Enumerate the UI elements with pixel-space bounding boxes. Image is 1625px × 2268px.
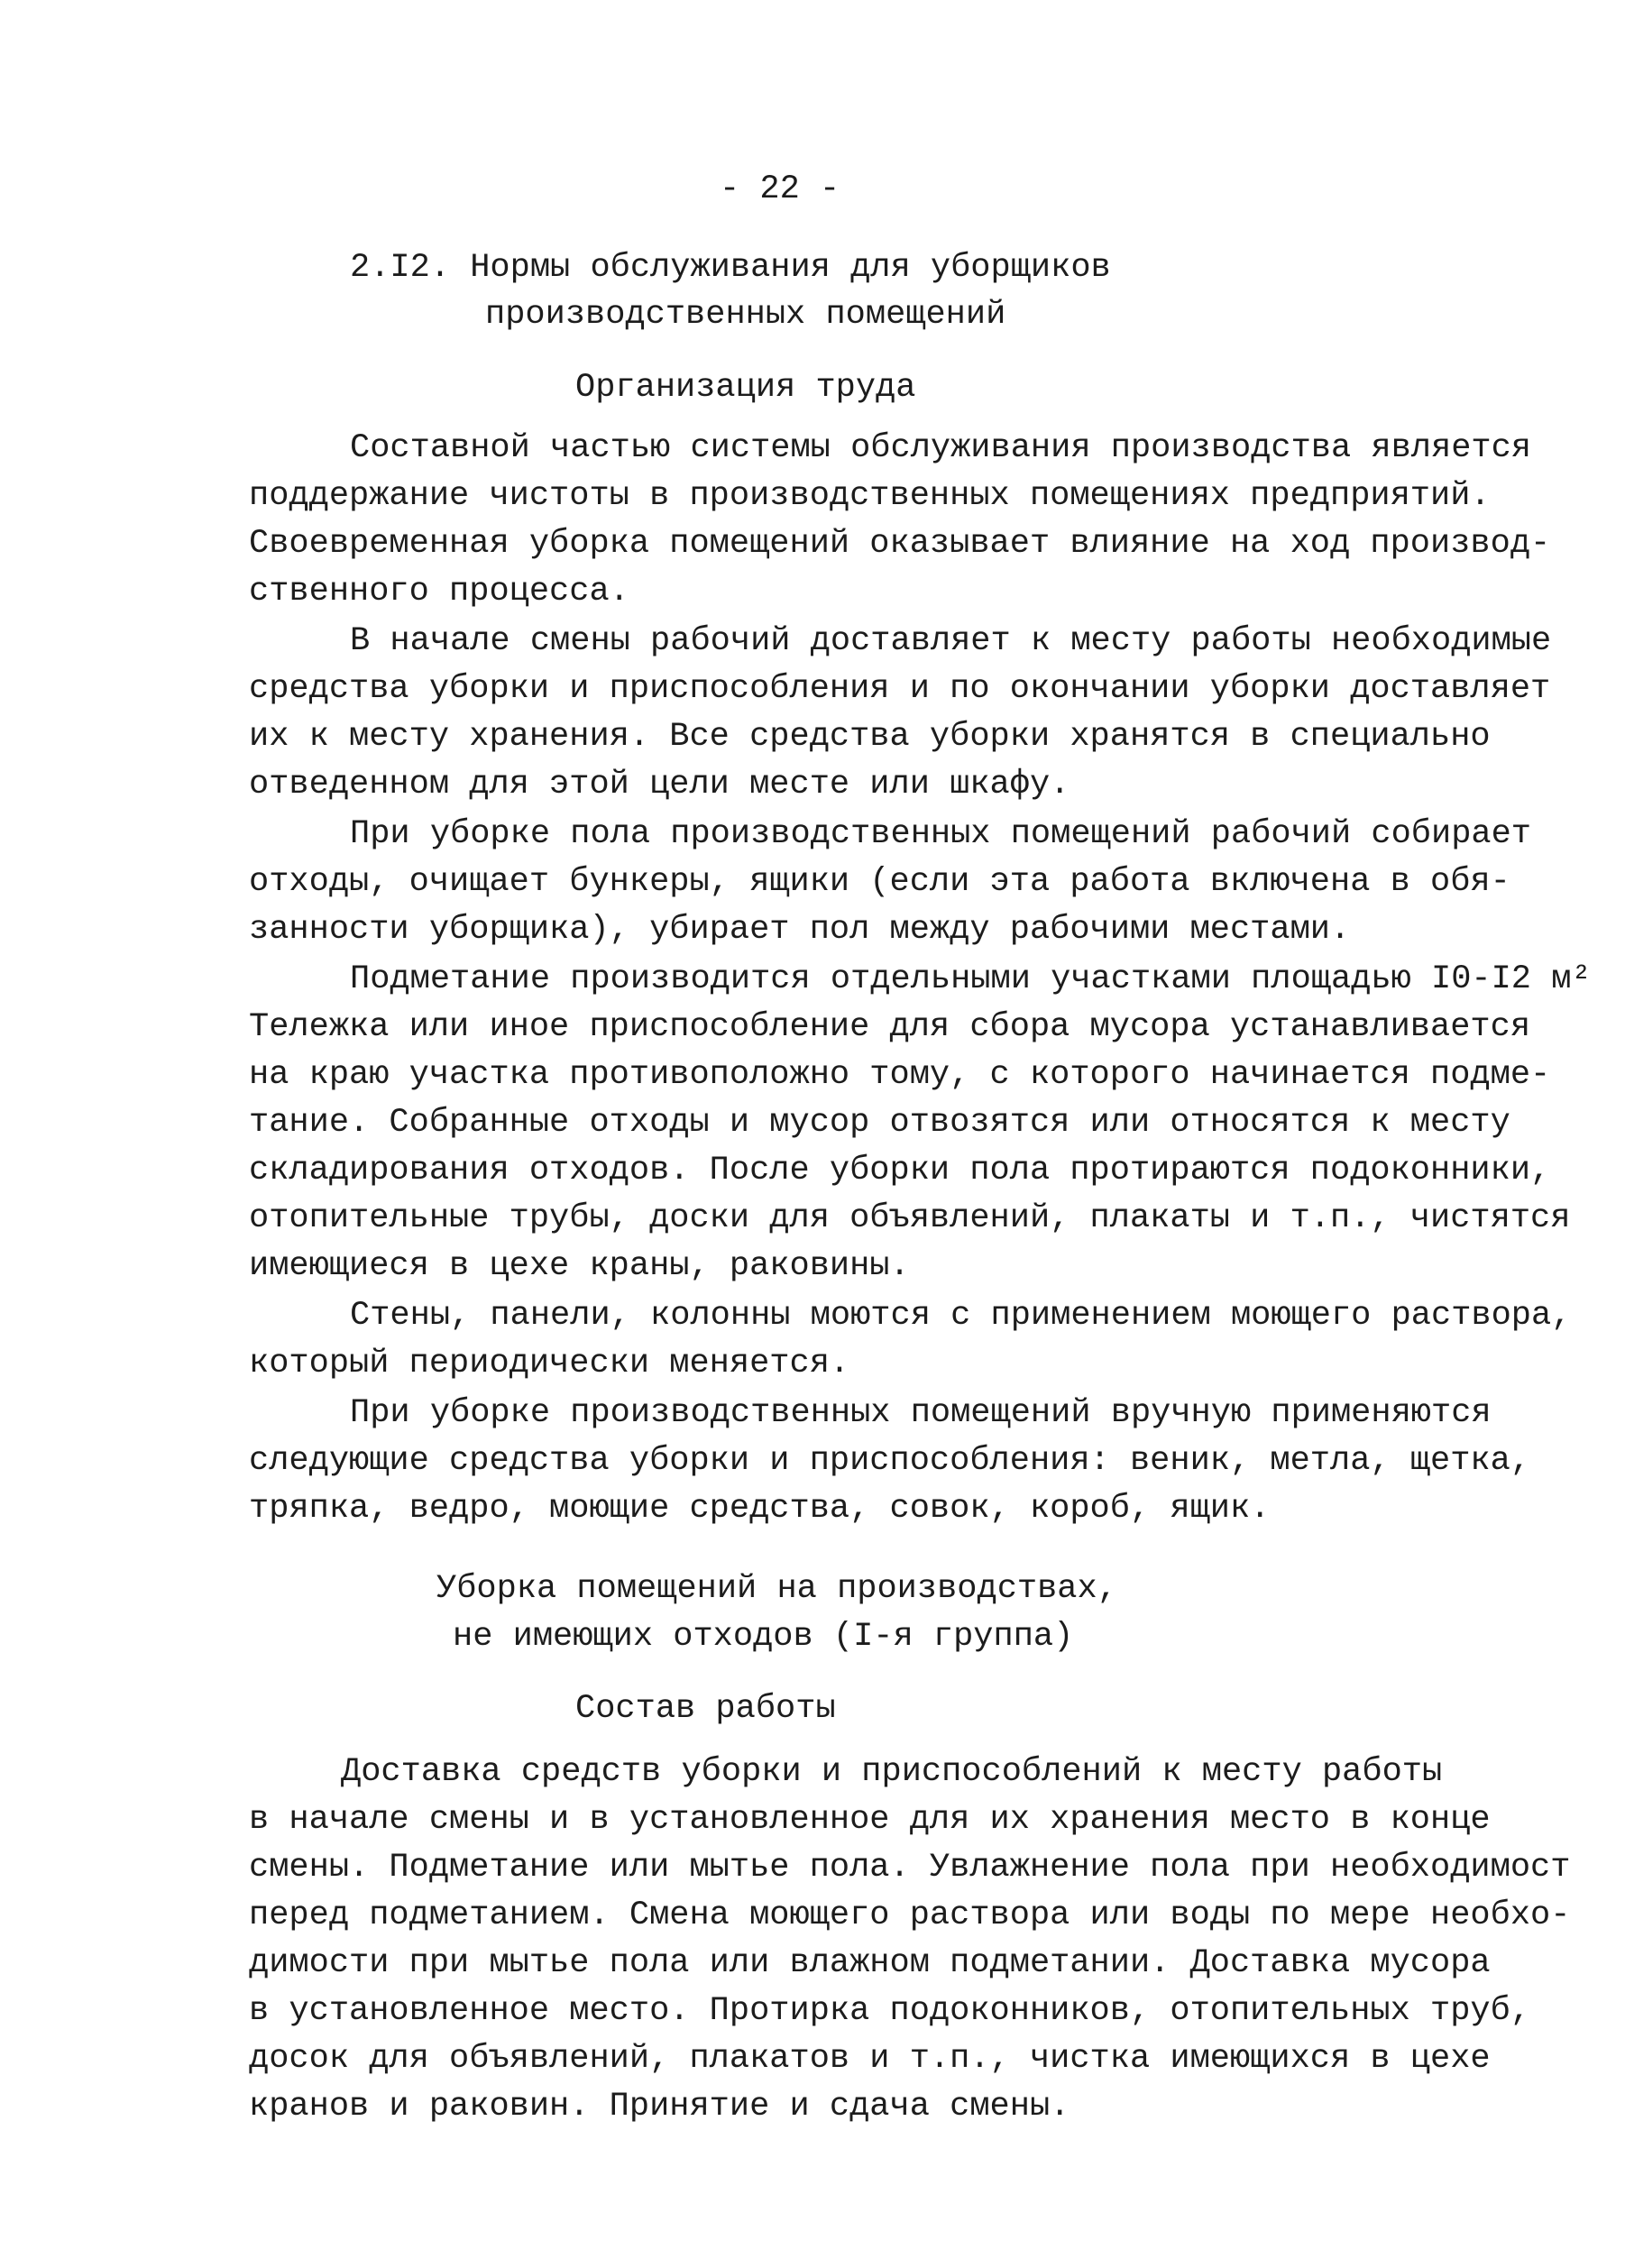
paragraph-5-line: который периодически меняется. bbox=[249, 1345, 850, 1382]
paragraph-7-line: димости при мытье пола или влажном подметании. Доставка мусора bbox=[249, 1944, 1491, 1982]
group-title-line-1: Уборка помещений на производствах, bbox=[436, 1570, 1117, 1608]
paragraph-6-line: При уборке производственных помещений вручную применяются bbox=[350, 1394, 1492, 1432]
paragraph-2-line: средства уборки и приспособления и по окончании уборки доставляет bbox=[249, 670, 1551, 708]
section-title-line-1: 2.I2. Нормы обслуживания для уборщиков bbox=[350, 249, 1111, 287]
paragraph-7-line: досок для объявлений, плакатов и т.п., чистка имеющихся в цехе bbox=[249, 2040, 1491, 2078]
paragraph-1-line: Составной частью системы обслуживания производства является bbox=[350, 429, 1532, 467]
paragraph-1-line: ственного процесса. bbox=[249, 573, 629, 611]
paragraph-5-line: Стены, панели, колонны моются с применением моющего раствора, bbox=[350, 1297, 1572, 1335]
section-title-line-2: производственных помещений bbox=[485, 296, 1006, 334]
paragraph-4-line: имеющиеся в цехе краны, раковины. bbox=[249, 1247, 910, 1285]
paragraph-4-line: Подметание производится отдельными участками площадью I0-I2 м² bbox=[350, 960, 1592, 998]
paragraph-6-line: тряпка, ведро, моющие средства, совок, короб, ящик. bbox=[249, 1490, 1271, 1528]
paragraph-2-line: В начале смены рабочий доставляет к месту работы необходимые bbox=[350, 622, 1552, 660]
paragraph-2-line: их к месту хранения. Все средства уборки хранятся в специально bbox=[249, 718, 1491, 756]
subsection-title: Организация труда bbox=[575, 369, 916, 407]
paragraph-4-line: Тележка или иное приспособление для сбора мусора устанавливается bbox=[249, 1008, 1531, 1046]
paragraph-7-line: перед подметанием. Смена моющего раствора или воды по мере необхо- bbox=[249, 1896, 1571, 1934]
paragraph-1-line: Своевременная уборка помещений оказывает влияние на ход производ- bbox=[249, 525, 1551, 563]
paragraph-4-line: на краю участка противоположно тому, с которого начинается подме- bbox=[249, 1056, 1551, 1094]
paragraph-7-line: в начале смены и в установленное для их хранения место в конце bbox=[249, 1801, 1491, 1839]
paragraph-1-line: поддержание чистоты в производственных помещениях предприятий. bbox=[249, 477, 1491, 515]
paragraph-6-line: следующие средства уборки и приспособления: веник, метла, щетка, bbox=[249, 1442, 1531, 1480]
page-number: - 22 - bbox=[720, 170, 840, 208]
paragraph-7-line: смены. Подметание или мытье пола. Увлажнение пола при необходимост bbox=[249, 1849, 1571, 1887]
paragraph-7-line: в установленное место. Протирка подоконников, отопительных труб, bbox=[249, 1992, 1531, 2030]
group-title-line-2: не имеющих отходов (I-я группа) bbox=[453, 1618, 1074, 1656]
paragraph-3-line: занности уборщика), убирает пол между рабочими местами. bbox=[249, 911, 1351, 949]
paragraph-4-line: отопительные трубы, доски для объявлений, плакаты и т.п., чистятся bbox=[249, 1199, 1571, 1237]
paragraph-3-line: отходы, очищает бункеры, ящики (если эта работа включена в обя- bbox=[249, 863, 1510, 901]
paragraph-7-line: Доставка средств уборки и приспособлений к месту работы bbox=[341, 1753, 1443, 1791]
paragraph-2-line: отведенном для этой цели месте или шкафу. bbox=[249, 766, 1070, 803]
paragraph-3-line: При уборке пола производственных помещений рабочий собирает bbox=[350, 815, 1532, 853]
paragraph-4-line: складирования отходов. После уборки пола протираются подоконники, bbox=[249, 1152, 1551, 1189]
work-content-title: Состав работы bbox=[575, 1690, 836, 1728]
paragraph-7-line: кранов и раковин. Принятие и сдача смены. bbox=[249, 2088, 1070, 2126]
paragraph-4-line: тание. Собранные отходы и мусор отвозятся или относятся к месту bbox=[249, 1104, 1510, 1142]
